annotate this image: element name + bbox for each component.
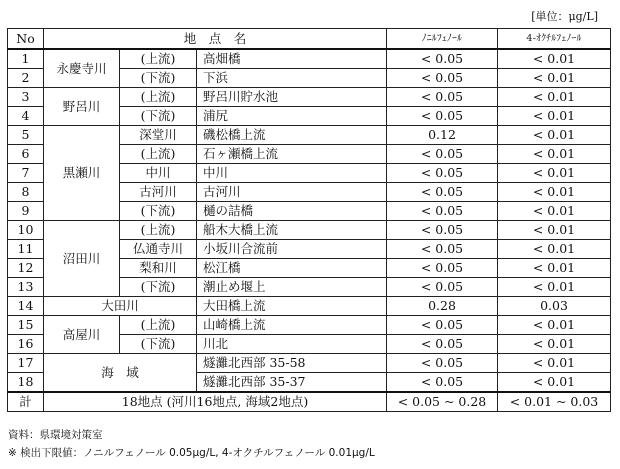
- header-octylphenol: 4-ｵｸﾁﾙﾌｪﾉｰﾙ: [498, 29, 611, 50]
- table-row: [8, 88, 611, 107]
- river-name: 沼田川: [44, 221, 120, 297]
- header-location: 地 点 名: [44, 29, 387, 50]
- sub-name: (下流): [120, 69, 197, 88]
- np-value: 0.12: [387, 126, 498, 145]
- np-value: < 0.05: [387, 88, 498, 107]
- row-no: 17: [8, 354, 44, 373]
- np-value: < 0.05: [387, 373, 498, 393]
- river-name: 黒瀬川: [44, 126, 120, 221]
- point-name: 潮止め堰上: [197, 278, 387, 297]
- total-row: [8, 392, 611, 412]
- row-no: 13: [8, 278, 44, 297]
- total-np-range: < 0.05 ~ 0.28: [387, 392, 498, 412]
- row-no: 1: [8, 49, 44, 69]
- op-value: < 0.01: [498, 69, 611, 88]
- np-value: < 0.05: [387, 202, 498, 221]
- point-name: 中川: [197, 164, 387, 183]
- np-value: < 0.05: [387, 354, 498, 373]
- point-name: 松江橋: [197, 259, 387, 278]
- table-row: [8, 49, 611, 69]
- np-value: < 0.05: [387, 316, 498, 335]
- point-name: 野呂川貯水池: [197, 88, 387, 107]
- op-value: < 0.01: [498, 316, 611, 335]
- np-value: < 0.05: [387, 145, 498, 164]
- op-value: < 0.01: [498, 183, 611, 202]
- sub-name: (下流): [120, 335, 197, 354]
- np-value: < 0.05: [387, 221, 498, 240]
- op-value: 0.03: [498, 297, 611, 316]
- np-value: < 0.05: [387, 278, 498, 297]
- sub-name: (下流): [120, 107, 197, 126]
- sub-name: (下流): [120, 278, 197, 297]
- river-name: 大田川: [44, 297, 197, 316]
- row-no: 10: [8, 221, 44, 240]
- sub-name: 梨和川: [120, 259, 197, 278]
- table-row: [8, 354, 611, 373]
- np-value: < 0.05: [387, 183, 498, 202]
- op-value: < 0.01: [498, 107, 611, 126]
- row-no: 2: [8, 69, 44, 88]
- table-header-row: [8, 29, 611, 50]
- op-value: < 0.01: [498, 240, 611, 259]
- point-name: 浦尻: [197, 107, 387, 126]
- row-no: 18: [8, 373, 44, 393]
- point-name: 高畑橋: [197, 49, 387, 69]
- total-description: 18地点 (河川16地点, 海域2地点): [44, 392, 387, 412]
- row-no: 14: [8, 297, 44, 316]
- point-name: 樋の詰橋: [197, 202, 387, 221]
- table-row: [8, 297, 611, 316]
- sub-name: 仏通寺川: [120, 240, 197, 259]
- river-name: 高屋川: [44, 316, 120, 354]
- np-value: 0.28: [387, 297, 498, 316]
- sub-name: (上流): [120, 49, 197, 69]
- sub-name: (下流): [120, 202, 197, 221]
- header-nonylphenol: ﾉﾆﾙﾌｪﾉｰﾙ: [387, 29, 498, 50]
- op-value: < 0.01: [498, 49, 611, 69]
- point-name: 燧灘北西部 35-58: [197, 354, 387, 373]
- op-value: < 0.01: [498, 88, 611, 107]
- detection-limit-note: ※ 検出下限値：ノニルフェノール 0.05μg/L, 4-オクチルフェノール 0.01μg/L: [8, 447, 375, 459]
- op-value: < 0.01: [498, 259, 611, 278]
- row-no: 15: [8, 316, 44, 335]
- river-name: 野呂川: [44, 88, 120, 126]
- op-value: < 0.01: [498, 126, 611, 145]
- op-value: < 0.01: [498, 221, 611, 240]
- np-value: < 0.05: [387, 49, 498, 69]
- row-no: 12: [8, 259, 44, 278]
- op-value: < 0.01: [498, 164, 611, 183]
- river-name: 永慶寺川: [44, 49, 120, 88]
- row-no: 5: [8, 126, 44, 145]
- point-name: 小坂川合流前: [197, 240, 387, 259]
- table-row: [8, 126, 611, 145]
- point-name: 磯松橋上流: [197, 126, 387, 145]
- point-name: 川北: [197, 335, 387, 354]
- op-value: < 0.01: [498, 335, 611, 354]
- row-no: 8: [8, 183, 44, 202]
- row-no: 7: [8, 164, 44, 183]
- point-name: 石ヶ瀬橋上流: [197, 145, 387, 164]
- np-value: < 0.05: [387, 164, 498, 183]
- np-value: < 0.05: [387, 107, 498, 126]
- sub-name: 中川: [120, 164, 197, 183]
- row-no: 6: [8, 145, 44, 164]
- water-quality-table: [7, 28, 611, 412]
- sub-name: 深堂川: [120, 126, 197, 145]
- np-value: < 0.05: [387, 69, 498, 88]
- point-name: 山崎橋上流: [197, 316, 387, 335]
- np-value: < 0.05: [387, 259, 498, 278]
- point-name: 古河川: [197, 183, 387, 202]
- point-name: 下浜: [197, 69, 387, 88]
- op-value: < 0.01: [498, 373, 611, 393]
- point-name: 大田橋上流: [197, 297, 387, 316]
- source-note: 資料：県環境対策室: [8, 429, 103, 441]
- row-no: 3: [8, 88, 44, 107]
- op-value: < 0.01: [498, 145, 611, 164]
- sub-name: (上流): [120, 88, 197, 107]
- point-name: 船木大橋上流: [197, 221, 387, 240]
- row-no: 9: [8, 202, 44, 221]
- row-no: 4: [8, 107, 44, 126]
- point-name: 燧灘北西部 35-37: [197, 373, 387, 393]
- sub-name: (上流): [120, 316, 197, 335]
- river-name: 海 域: [44, 354, 197, 393]
- unit-label: [単位：μg/L]: [531, 10, 598, 23]
- op-value: < 0.01: [498, 354, 611, 373]
- table-row: [8, 316, 611, 335]
- sub-name: (上流): [120, 145, 197, 164]
- sub-name: 古河川: [120, 183, 197, 202]
- total-label: 計: [8, 392, 44, 412]
- op-value: < 0.01: [498, 278, 611, 297]
- row-no: 11: [8, 240, 44, 259]
- table-row: [8, 221, 611, 240]
- header-no: No: [8, 29, 44, 50]
- np-value: < 0.05: [387, 335, 498, 354]
- row-no: 16: [8, 335, 44, 354]
- total-op-range: < 0.01 ~ 0.03: [498, 392, 611, 412]
- sub-name: (上流): [120, 221, 197, 240]
- np-value: < 0.05: [387, 240, 498, 259]
- op-value: < 0.01: [498, 202, 611, 221]
